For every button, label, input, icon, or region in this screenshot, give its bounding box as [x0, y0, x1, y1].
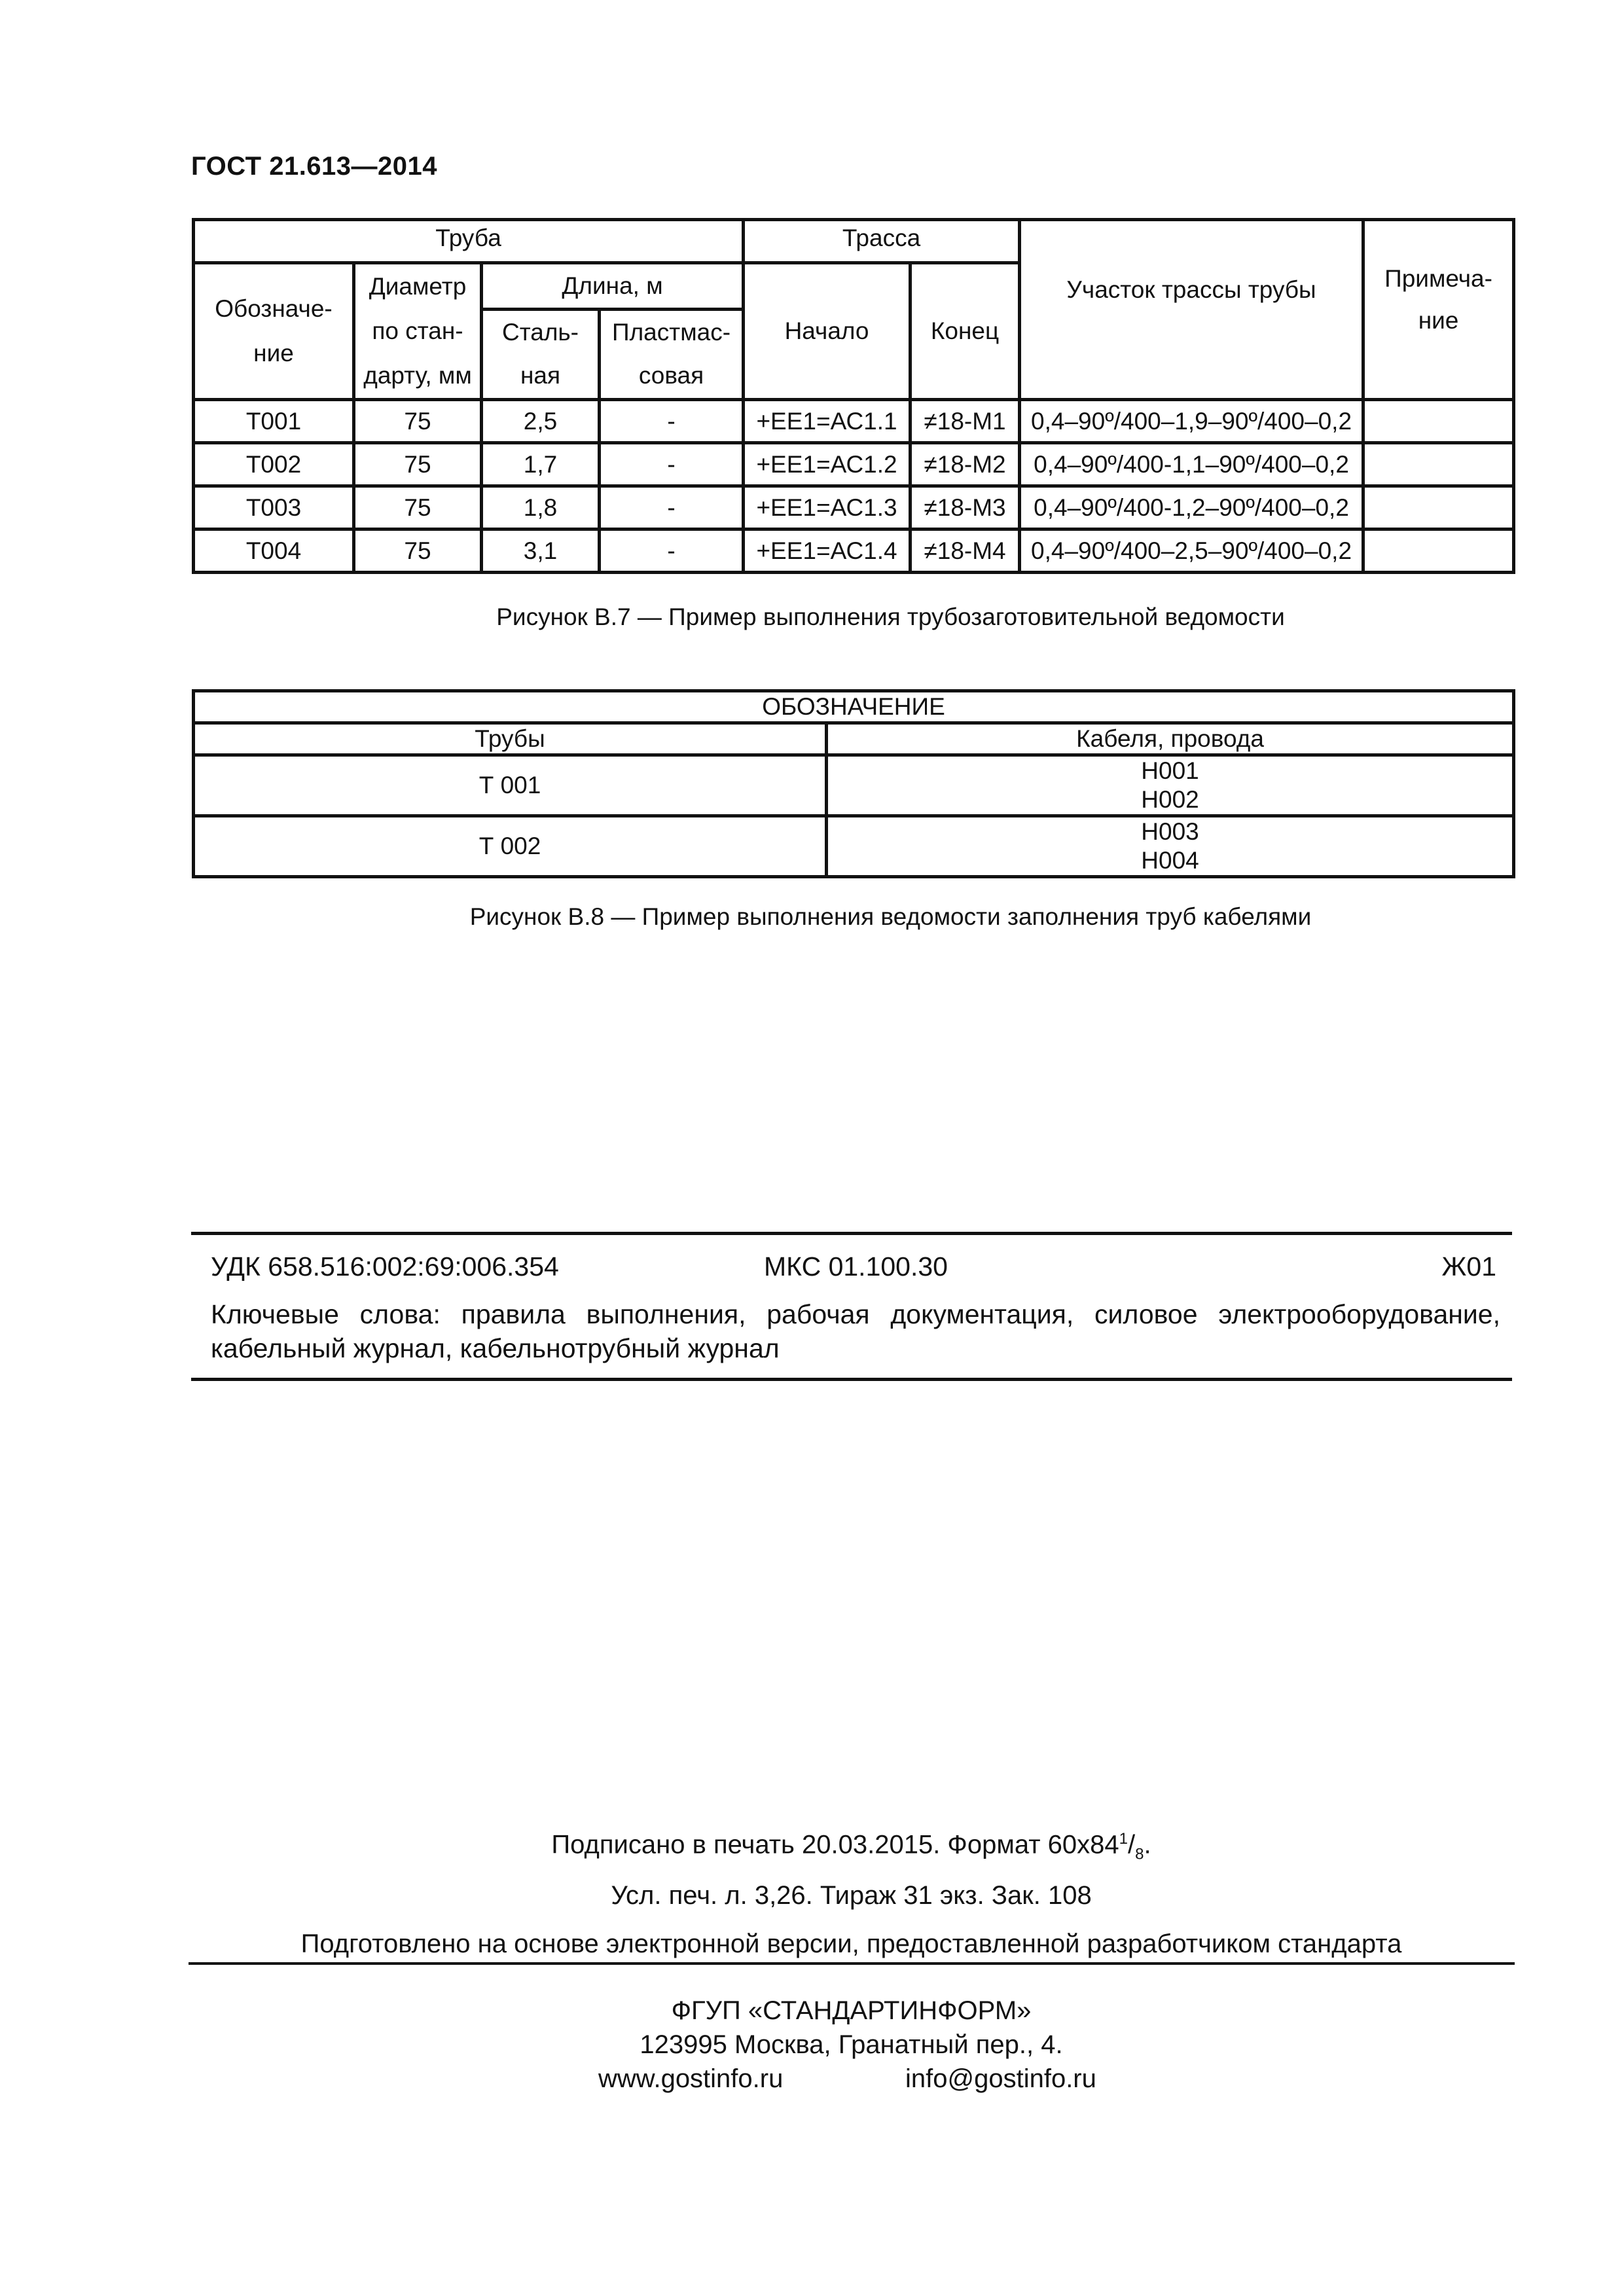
group-route-header: Трасса — [744, 220, 1020, 263]
designation-header: ОБОЗНАЧЕНИЕ — [194, 691, 1514, 723]
website-link[interactable]: www.gostinfo.ru — [598, 2064, 784, 2093]
table-row: Т002 75 1,7 - +ЕЕ1=АС1.2 ≠18-М2 0,4–90º/400-1,1–90º/400–0,2 — [194, 443, 1514, 486]
col-note-header: Примеча- ние — [1363, 220, 1514, 400]
print-info: Усл. печ. л. 3,26. Тираж 31 экз. Зак. 108 — [611, 1881, 1092, 1910]
col-start-header: Начало — [744, 263, 911, 400]
email-link[interactable]: info@gostinfo.ru — [905, 2064, 1096, 2093]
pipe-filling-table — [192, 689, 1515, 878]
basis-note: Подготовлено на основе электронной версии, предоставленной разработчиком стандарта — [300, 1929, 1402, 1958]
divider — [189, 1962, 1515, 1965]
col-plastic-header: Пластмас- совая — [600, 309, 744, 399]
table-row: Т001 75 2,5 - +ЕЕ1=АС1.1 ≠18-М1 0,4–90º/400–1,9–90º/400–0,2 — [194, 400, 1514, 443]
table-row: Т004 75 3,1 - +ЕЕ1=АС1.4 ≠18-М4 0,4–90º/400–2,5–90º/400–0,2 — [194, 529, 1514, 573]
col-designation-header: Обозначе- ние — [194, 263, 354, 400]
group-pipe-header: Труба — [194, 220, 744, 263]
col-length-header: Длина, м — [482, 263, 744, 310]
figure-caption-b8: Рисунок В.8 — Пример выполнения ведомости заполнения труб кабелями — [469, 903, 1312, 930]
publisher: ФГУП «СТАНДАРТИНФОРМ» — [671, 1996, 1032, 2025]
figure-caption-b7: Рисунок В.7 — Пример выполнения трубозаготовительной ведомости — [496, 603, 1285, 630]
pipe-preparation-table — [192, 218, 1515, 574]
standard-number: ГОСТ 21.613—2014 — [191, 152, 438, 181]
col-end-header: Конец — [911, 263, 1020, 400]
table-row: Т 001 Н001 Н002 — [194, 755, 1514, 816]
table-row: Т 002 Н003 Н004 — [194, 816, 1514, 877]
udk-code: УДК 658.516:002:69:006.354 — [211, 1251, 559, 1282]
publisher-address: 123995 Москва, Гранатный пер., 4. — [640, 2030, 1063, 2059]
mks-code: МКС 01.100.30 — [764, 1251, 948, 1282]
divider — [191, 1378, 1512, 1381]
col-diameter-header: Диаметр по стан- дарту, мм — [354, 263, 482, 400]
keywords: Ключевые слова: правила выполнения, рабочая документация, силовое электрооборудование, кабельный журнал, кабельнотрубный журнал — [211, 1299, 1500, 1363]
col-section-header: Участок трассы трубы — [1020, 220, 1363, 400]
table-row: Т003 75 1,8 - +ЕЕ1=АС1.3 ≠18-М3 0,4–90º/400-1,2–90º/400–0,2 — [194, 486, 1514, 529]
col-steel-header: Сталь- ная — [482, 309, 600, 399]
col-pipes-header: Трубы — [194, 723, 827, 755]
signed-for-print: Подписано в печать 20.03.2015. Формат $60х84^1/_8$. — [551, 1830, 1151, 1863]
classification-code: Ж01 — [1441, 1251, 1496, 1282]
col-cables-header: Кабеля, провода — [827, 723, 1514, 755]
divider — [191, 1232, 1512, 1235]
